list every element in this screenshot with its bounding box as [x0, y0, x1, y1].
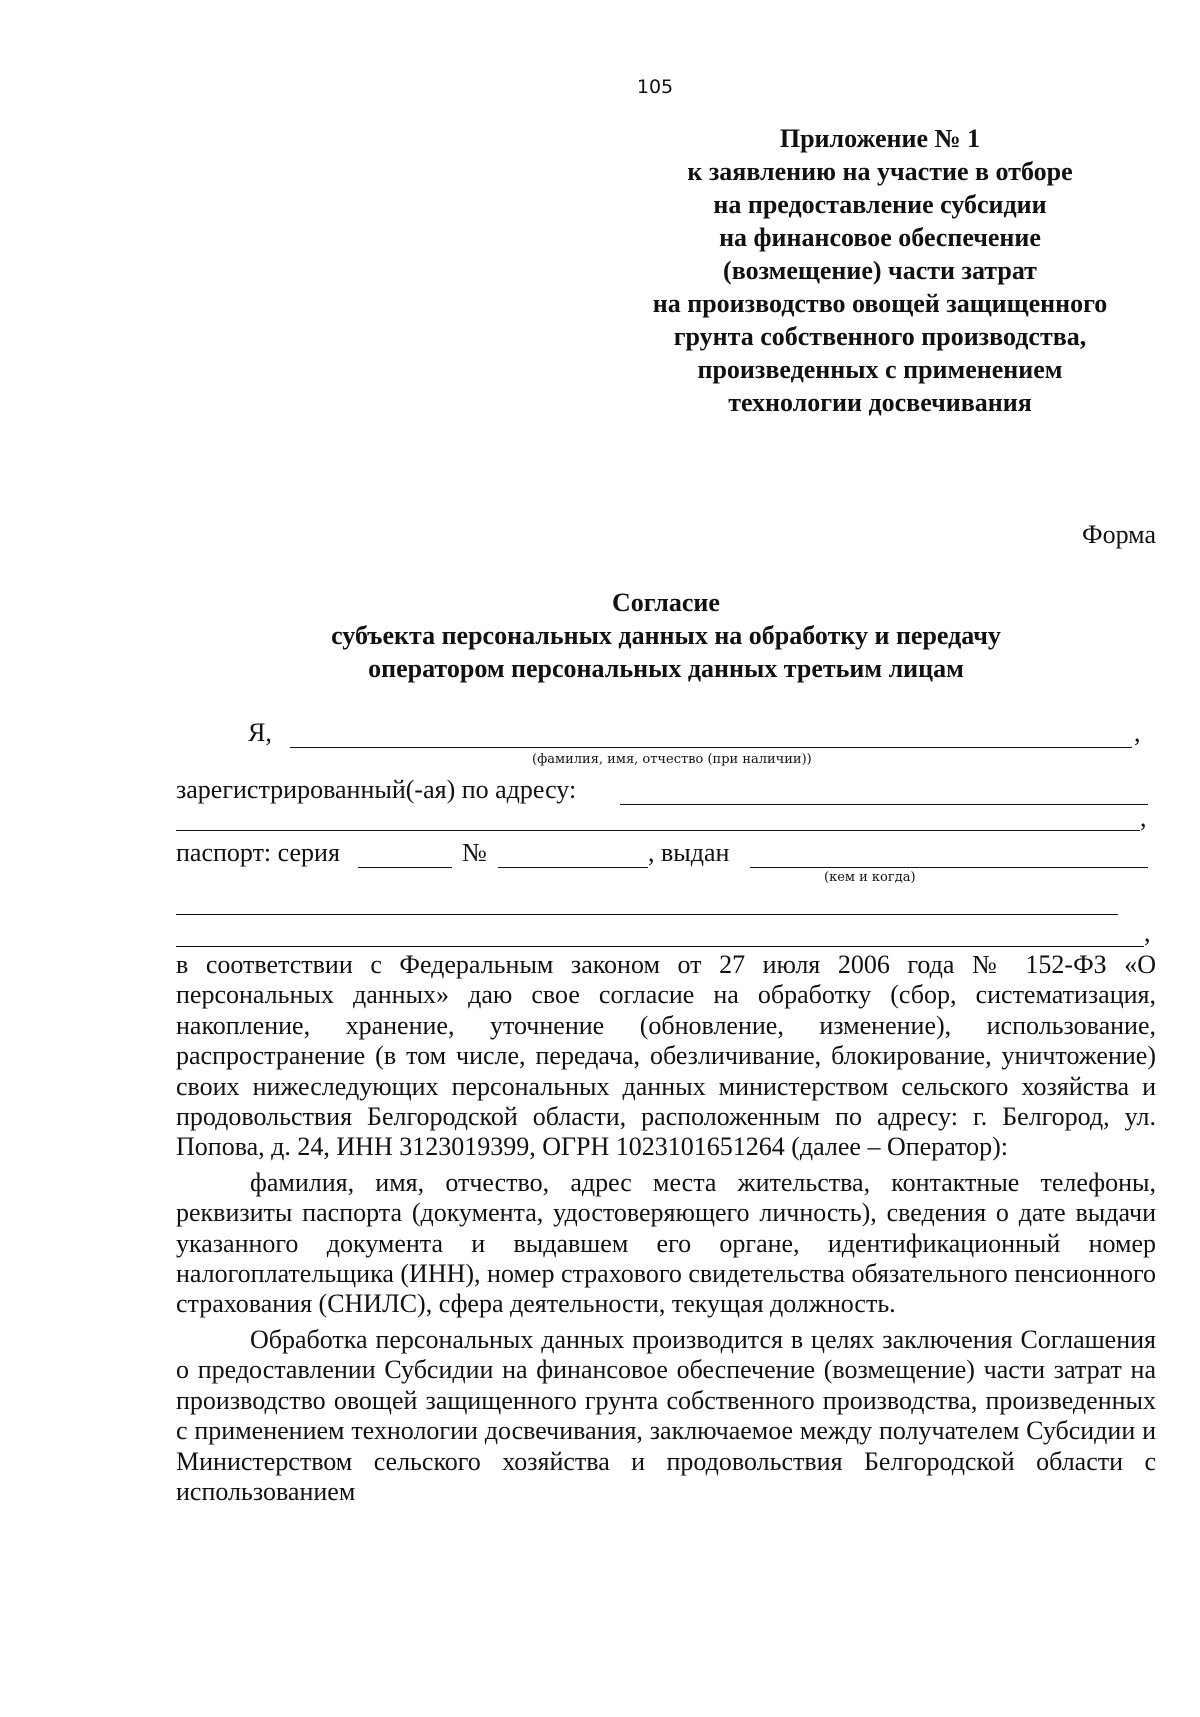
title-line: субъекта персональных данных на обработку и передачу [331, 621, 1001, 650]
consent-paragraph-3: Обработка персональных данных производится в целях заключения Соглашения о предоставлении Субсидии на финансовое обеспечение (возмещение) части затрат на производство овощей защищенного грунта собственного производства, произведенных с применением технологии досвечивания, заключаемое между получателем Субсидии и Министерством сельского хозяйства и продовольствия Белгородской области с использованием [176, 1324, 1156, 1506]
appendix-header [600, 122, 1160, 419]
appendix-line: грунта собственного производства, [673, 322, 1087, 351]
consent-paragraph-1: в соответствии с Федеральным законом от 27 июля 2006 года № 152-ФЗ «О персональных данных» даю свое согласие на обработку (сбор, систематизация, накопление, хранение, уточнение (обновление, изменение), использование, распространение (в том числе, передача, обезличивание, блокирование, уничтожение) своих нижеследующих персональных данных министерством сельского хозяйства и продовольствия Белгородской области, расположенным по адресу: г. Белгород, ул. Попова, д. 24, ИНН 3123019399, ОГРН 1023101651264 (далее – Оператор): [176, 950, 1156, 1162]
fio-hint: (фамилия, имя, отчество (при наличии)) [532, 752, 812, 767]
fio-field[interactable] [290, 747, 1132, 748]
page-number: 105 [636, 76, 674, 98]
appendix-line: (возмещение) части затрат [723, 256, 1037, 285]
title-line: оператором персональных данных третьим лицам [368, 654, 964, 683]
passport-number-label: № [462, 838, 487, 867]
consent-body [176, 950, 1156, 1507]
address-comma: , [1140, 803, 1147, 832]
passport-number-field[interactable] [498, 867, 648, 868]
document-title [176, 586, 1156, 685]
appendix-line: к заявлению на участие в отборе [687, 157, 1073, 186]
address-field[interactable] [620, 804, 1148, 805]
appendix-line: на предоставление субсидии [713, 190, 1047, 219]
title-line: Согласие [612, 588, 720, 617]
issued-label: , выдан [648, 838, 730, 867]
ya-label: Я, [248, 718, 272, 747]
address-label: зарегистрированный(-ая) по адресу: [176, 775, 577, 804]
appendix-line: на производство овощей защищенного [652, 289, 1108, 318]
consent-paragraph-2: фамилия, имя, отчество, адрес места жительства, контактные телефоны, реквизиты паспорта (документа, удостоверяющего личность), сведения о дате выдачи указанного документа и выдавшем его органе, идентификационный номер налогоплательщика (ИНН), номер страхового свидетельства обязательного пенсионного страхования (СНИЛС), сфера деятельности, текущая должность. [176, 1167, 1156, 1319]
issued-field[interactable] [750, 867, 1148, 868]
issued-hint: (кем и когда) [824, 870, 916, 885]
form-label: Форма [1082, 520, 1156, 549]
fio-comma: , [1134, 718, 1141, 747]
appendix-line: технологии досвечивания [728, 388, 1032, 417]
issued-field-continued[interactable] [176, 914, 1118, 915]
appendix-line: Приложение № 1 [779, 124, 981, 153]
issued-field-continued-2[interactable] [176, 946, 1144, 947]
appendix-line: произведенных с применением [697, 355, 1063, 384]
passport-series-field[interactable] [358, 867, 452, 868]
address-field-continued[interactable] [176, 830, 1140, 831]
appendix-line: на финансовое обеспечение [719, 223, 1041, 252]
passport-series-label: паспорт: серия [176, 838, 340, 867]
issued-comma: , [1144, 918, 1151, 947]
